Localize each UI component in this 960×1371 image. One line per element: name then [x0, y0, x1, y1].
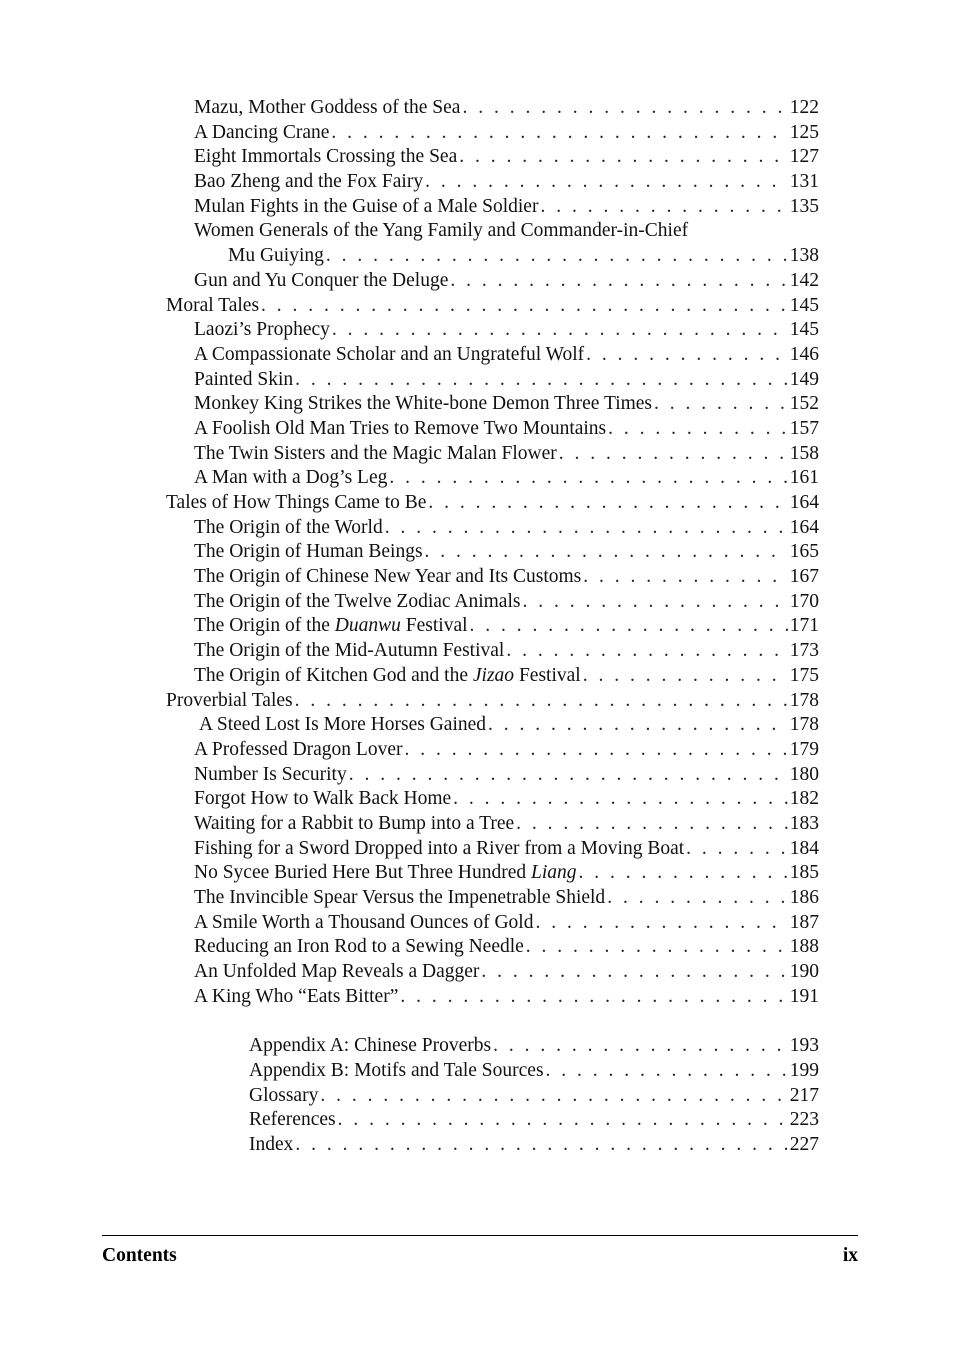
toc-spacer — [0, 1009, 960, 1034]
toc-entry-title: Appendix A: Chinese Proverbs — [249, 1035, 492, 1057]
toc-entry[interactable] — [0, 516, 960, 541]
toc-entry[interactable] — [0, 145, 960, 170]
toc-entry-title: The Origin of Human Beings — [194, 541, 423, 563]
dot-leader — [459, 145, 788, 170]
toc-entry[interactable] — [0, 1034, 960, 1059]
toc-entry-title: Index — [249, 1133, 294, 1155]
toc-entry-page: 190 — [789, 961, 819, 983]
toc-entry-page: 165 — [789, 541, 819, 563]
toc-entry[interactable] — [0, 861, 960, 886]
toc-entry-title: A Professed Dragon Lover — [194, 738, 403, 760]
toc-entry-title: A Compassionate Scholar and an Ungrateful Wolf — [194, 343, 585, 365]
toc-entry[interactable] — [0, 614, 960, 639]
toc-entry-page: 161 — [789, 467, 819, 489]
dot-leader — [400, 985, 787, 1010]
toc-entry[interactable] — [0, 763, 960, 788]
toc-entry-page: 149 — [789, 368, 819, 390]
toc-entry-title: Painted Skin — [194, 368, 294, 390]
dot-leader — [546, 1059, 788, 1084]
dot-leader — [526, 935, 788, 960]
toc-entry[interactable] — [0, 466, 960, 491]
toc-entry-title: Reducing an Iron Rod to a Sewing Needle — [194, 936, 524, 958]
toc-entry-page: 178 — [789, 714, 819, 736]
toc-entry[interactable] — [0, 985, 960, 1010]
dot-leader — [586, 343, 788, 368]
toc-entry-title-text: The Origin of the — [194, 615, 335, 637]
toc-entry-page: 175 — [789, 664, 819, 686]
toc-entry-page: 191 — [789, 985, 819, 1007]
toc-entry-title: Proverbial Tales — [166, 689, 293, 711]
toc-entry[interactable] — [0, 244, 960, 269]
toc-entry[interactable] — [0, 1059, 960, 1084]
toc-entry[interactable] — [0, 590, 960, 615]
toc-entry-page: 186 — [789, 887, 819, 908]
toc-entry-title: Tales of How Things Came to Be — [166, 492, 427, 513]
toc-entry-title: A Dancing Crane — [194, 121, 330, 143]
dot-leader — [535, 911, 787, 936]
dot-leader — [428, 491, 787, 516]
dot-leader — [295, 689, 788, 714]
dot-leader — [331, 121, 787, 146]
toc-entry-title: A Man with a Dog’s Leg — [194, 467, 388, 489]
dot-leader — [686, 837, 788, 862]
toc-entry-title-italic: Duanwu — [334, 615, 401, 637]
dot-leader — [608, 417, 788, 442]
toc-entry-title: Mulan Fights in the Guise of a Male Soldier — [194, 195, 539, 217]
dot-leader — [583, 565, 788, 590]
dot-leader — [332, 318, 788, 343]
dot-leader — [462, 96, 787, 121]
toc-entry-page: 217 — [789, 1084, 819, 1106]
toc-entry-title-italic: Liang — [531, 862, 577, 884]
toc-entry-title — [194, 861, 577, 886]
toc-entry-title: A Smile Worth a Thousand Ounces of Gold — [194, 911, 534, 933]
toc-entry-page: 135 — [789, 195, 819, 217]
toc-entry[interactable] — [0, 689, 960, 714]
toc-entry-page: 131 — [789, 171, 819, 193]
toc-entry-page: 158 — [789, 442, 819, 464]
toc-entry-page: 227 — [789, 1133, 819, 1155]
toc-entry-title: Glossary — [249, 1084, 319, 1106]
toc-entry-title: The Origin of the World — [194, 516, 383, 538]
toc-entry-page: 142 — [789, 269, 819, 291]
dot-leader — [516, 812, 788, 837]
dot-leader — [506, 639, 787, 664]
dot-leader — [453, 787, 788, 812]
toc-entry-title-text: No Sycee Buried Here But Three Hundred — [194, 862, 531, 884]
toc-entry-title: The Origin of the Mid-Autumn Festival — [194, 640, 505, 662]
footer-rule — [102, 1235, 858, 1236]
toc-entry[interactable] — [0, 911, 960, 936]
dot-leader — [470, 614, 788, 639]
footer-section-title: Contents — [102, 1245, 177, 1266]
dot-leader — [540, 195, 787, 220]
toc-entry-title: Monkey King Strikes the White-bone Demon Three Times — [194, 393, 653, 415]
toc-entry-page: 125 — [789, 121, 819, 143]
toc-entry-page: 145 — [789, 319, 819, 341]
toc-entry-title-text: The Origin of Kitchen God and the — [194, 664, 473, 686]
dot-leader — [295, 368, 788, 393]
toc-entry-title-italic: Jizao — [472, 664, 515, 686]
toc-entry-title: The Origin of the Twelve Zodiac Animals — [194, 590, 521, 612]
dot-leader — [425, 170, 788, 195]
toc-entry[interactable] — [0, 269, 960, 294]
toc-entry-title: Women Generals of the Yang Family and Commander-in-Chief — [194, 220, 689, 242]
dot-leader — [385, 516, 788, 541]
toc-entry-page: 179 — [789, 738, 819, 760]
toc-entry[interactable] — [0, 170, 960, 195]
toc-entry-title — [194, 664, 581, 689]
toc-entry[interactable] — [0, 1084, 960, 1109]
dot-leader — [488, 713, 788, 738]
toc-entry-page: 157 — [789, 417, 819, 439]
toc-entry-title-text: Festival — [514, 664, 581, 686]
dot-leader — [349, 763, 788, 788]
toc-entry[interactable] — [0, 392, 960, 417]
dot-leader — [522, 590, 787, 615]
toc-entry[interactable] — [0, 812, 960, 837]
toc-entry-title: A Foolish Old Man Tries to Remove Two Mountains — [194, 417, 607, 439]
dot-leader — [326, 244, 788, 269]
toc-entry-page: 173 — [789, 640, 819, 662]
toc-entry-title: Moral Tales — [166, 294, 260, 316]
toc-entry-page: 184 — [789, 837, 819, 859]
toc-entry[interactable] — [0, 491, 960, 516]
toc-entry[interactable] — [0, 195, 960, 220]
dot-leader — [405, 738, 788, 763]
dot-leader — [338, 1108, 788, 1133]
toc-entry-page: 180 — [789, 763, 819, 785]
toc-entry[interactable] — [0, 121, 960, 146]
toc-entry-page: 183 — [789, 812, 819, 834]
toc-entry-title: Forgot How to Walk Back Home — [194, 788, 452, 810]
dot-leader — [579, 861, 788, 886]
toc-entry-page: 164 — [789, 516, 819, 538]
toc-entry[interactable] — [0, 1108, 960, 1133]
toc-entry[interactable] — [0, 540, 960, 565]
toc-entry-title — [194, 614, 468, 639]
dot-leader — [481, 960, 787, 985]
toc-entry-title: An Unfolded Map Reveals a Dagger — [194, 961, 480, 983]
dot-leader — [389, 466, 787, 491]
toc-entry[interactable] — [0, 565, 960, 590]
page-footer — [102, 1245, 858, 1267]
dot-leader — [295, 1133, 787, 1158]
toc-entry-page: 146 — [789, 343, 819, 365]
toc-entry-title: The Twin Sisters and the Magic Malan Flower — [194, 442, 557, 464]
toc-entry-page: 178 — [789, 689, 819, 711]
toc-entry[interactable] — [0, 837, 960, 862]
toc-entry-page: 138 — [789, 245, 819, 267]
toc-entry-title: Bao Zheng and the Fox Fairy — [194, 171, 424, 193]
toc-entry[interactable] — [0, 935, 960, 960]
toc-entry[interactable] — [0, 639, 960, 664]
toc-entry-title: Eight Immortals Crossing the Sea — [194, 146, 458, 168]
toc-entry[interactable] — [0, 738, 960, 763]
toc-entry-page: 185 — [789, 862, 819, 884]
toc-entry-page: 199 — [789, 1059, 819, 1081]
toc-entry[interactable] — [0, 442, 960, 467]
toc-entry-page: 187 — [789, 911, 819, 933]
dot-leader — [261, 294, 788, 319]
toc-entry[interactable] — [0, 318, 960, 343]
toc-entry-page: 152 — [789, 393, 819, 415]
dot-leader — [320, 1084, 787, 1109]
toc-entry-title: The Invincible Spear Versus the Impenetrable Shield — [194, 887, 606, 908]
toc-entry[interactable] — [0, 787, 960, 812]
toc-entry-title: The Origin of Chinese New Year and Its Customs — [194, 566, 582, 588]
toc-entry-page: 188 — [789, 936, 819, 958]
toc-entry-page: 170 — [789, 590, 819, 612]
toc-entry-page: 145 — [789, 294, 819, 316]
dot-leader — [654, 392, 788, 417]
toc-entry-title: Number Is Security — [194, 763, 347, 785]
toc-entry[interactable] — [0, 713, 960, 738]
footer-page-number: ix — [842, 1245, 858, 1266]
toc-entry[interactable] — [0, 96, 960, 121]
toc-entry[interactable] — [0, 417, 960, 442]
dot-leader — [559, 442, 788, 467]
toc-entry-title-text: Festival — [400, 615, 468, 637]
dot-leader — [425, 540, 788, 565]
dot-leader — [607, 886, 788, 911]
toc-entry-page: 167 — [789, 566, 819, 588]
toc-entry-title: Waiting for a Rabbit to Bump into a Tree — [194, 812, 515, 834]
toc-entry-page: 223 — [789, 1109, 819, 1131]
toc-entry-title: A King Who “Eats Bitter” — [194, 985, 399, 1007]
toc-entry-page: 127 — [789, 146, 819, 168]
toc-entry-page: 182 — [789, 788, 819, 810]
toc-entry[interactable] — [0, 960, 960, 985]
toc-entry-title: Laozi’s Prophecy — [194, 319, 330, 341]
toc-entry-page: 122 — [789, 97, 819, 118]
toc-entry-title: Gun and Yu Conquer the Deluge — [194, 269, 449, 291]
toc-entry[interactable] — [0, 664, 960, 689]
toc-entry[interactable] — [0, 1133, 960, 1158]
toc-entry[interactable] — [0, 219, 960, 244]
toc-entry-title: Fishing for a Sword Dropped into a River from a Moving Boat — [194, 837, 685, 859]
toc-entry[interactable] — [0, 368, 960, 393]
toc-entry[interactable] — [0, 343, 960, 368]
toc-entry-title: Mu Guiying — [228, 245, 324, 267]
toc-entry-title: References — [249, 1109, 336, 1131]
toc-entry-title: Appendix B: Motifs and Tale Sources — [249, 1059, 544, 1081]
toc-entry-page: 193 — [789, 1035, 819, 1057]
dot-leader — [583, 664, 788, 689]
dot-leader — [493, 1034, 788, 1059]
toc-entry-title: Mazu, Mother Goddess of the Sea — [194, 97, 461, 118]
toc-entry[interactable] — [0, 886, 960, 911]
table-of-contents — [0, 96, 960, 1158]
toc-entry-title: A Steed Lost Is More Horses Gained — [199, 714, 487, 736]
dot-leader — [450, 269, 787, 294]
toc-entry-page: 164 — [789, 492, 819, 513]
toc-entry-page: 171 — [789, 615, 819, 637]
toc-entry[interactable] — [0, 294, 960, 319]
